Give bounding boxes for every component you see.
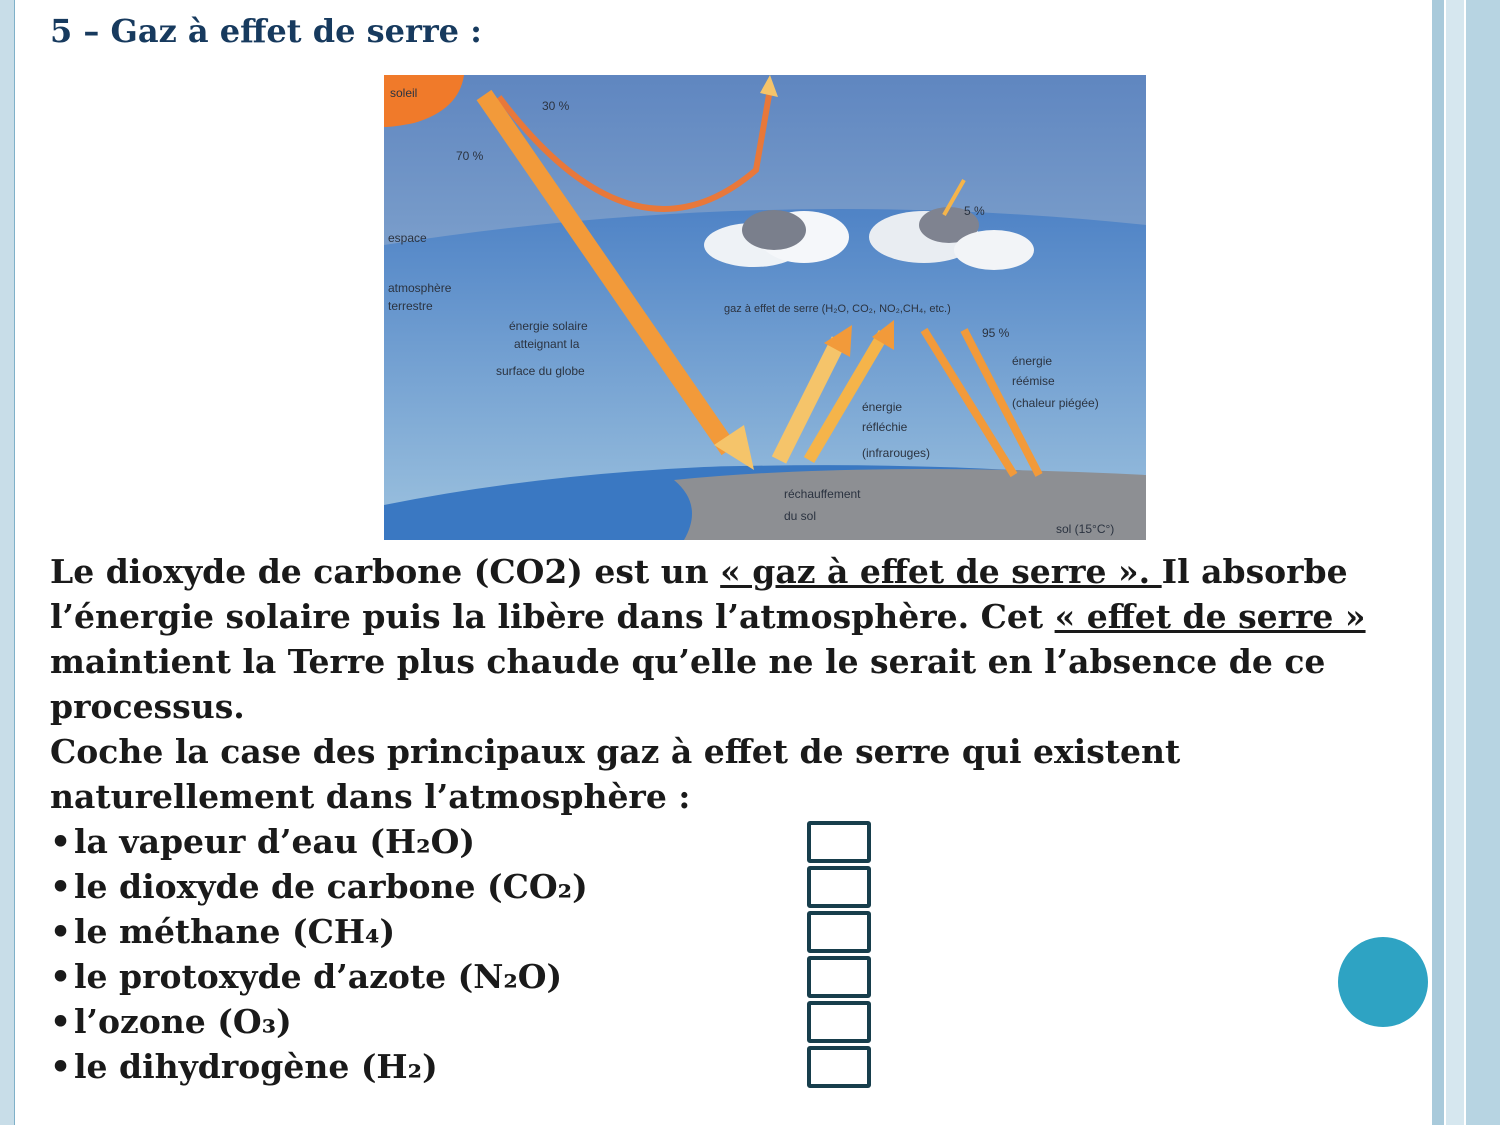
- instruction-text: Coche la case des principaux gaz à effet de serre qui existent naturellement dans l’atmosphère :: [50, 732, 1181, 816]
- paragraph-part-3: maintient la Terre plus chaude qu’elle ne le serait en l’absence de ce processus.: [50, 642, 1326, 726]
- term-greenhouse-gas: « gaz à effet de serre ».: [720, 552, 1162, 591]
- label-incoming: 70 %: [456, 149, 484, 163]
- checkbox-dihydrogen[interactable]: [807, 1046, 871, 1088]
- label-reflected-ir-3: (infrarouges): [862, 446, 931, 460]
- slide-right-border-outer: [1466, 0, 1500, 1125]
- checkbox-methane[interactable]: [807, 911, 871, 953]
- greenhouse-effect-diagram: [384, 75, 1146, 540]
- gas-label-water-vapour: la vapeur d’eau (H₂O): [74, 822, 475, 861]
- list-item: [50, 1044, 880, 1089]
- gas-checklist: [50, 819, 880, 1089]
- label-warming-2: du sol: [784, 509, 817, 523]
- checkbox-ozone[interactable]: [807, 1001, 871, 1043]
- label-solar-2: atteignant la: [514, 337, 580, 351]
- label-ground: sol (15°C°): [1056, 522, 1115, 536]
- paragraph-part-2: Il absorbe l’énergie solaire puis la libère dans l’atmosphère. Cet: [50, 552, 1348, 636]
- label-reflected-ir-1: énergie: [862, 400, 903, 414]
- label-atmosphere-1: atmosphère: [388, 281, 452, 295]
- slide-title: 5 – Gaz à effet de serre :: [50, 12, 482, 50]
- label-reflected: 30 %: [542, 99, 570, 113]
- label-escape: 5 %: [964, 204, 985, 218]
- term-greenhouse-effect: « effet de serre »: [1054, 597, 1366, 636]
- list-item: [50, 819, 880, 864]
- paragraph-part-1: Le dioxyde de carbone (CO2) est un: [50, 552, 721, 591]
- label-warming-1: réchauffement: [784, 487, 861, 501]
- label-reflected-ir-2: réfléchie: [862, 420, 908, 434]
- bullet: •: [50, 912, 72, 951]
- label-solar-1: énergie solaire: [509, 319, 588, 333]
- slide-right-border-inner: [1446, 0, 1464, 1125]
- bullet: •: [50, 957, 72, 996]
- list-item: [50, 864, 880, 909]
- label-atmosphere-2: terrestre: [388, 299, 433, 313]
- label-sun: soleil: [390, 86, 418, 100]
- gas-label-carbon-dioxide: le dioxyde de carbone (CO₂): [74, 867, 588, 906]
- checkbox-water-vapour[interactable]: [807, 821, 871, 863]
- slide-left-border: [0, 0, 15, 1125]
- gas-label-nitrous-oxide: le protoxyde d’azote (N₂O): [74, 957, 563, 996]
- checkbox-carbon-dioxide[interactable]: [807, 866, 871, 908]
- list-item: [50, 954, 880, 999]
- gas-label-methane: le méthane (CH₄): [74, 912, 396, 951]
- list-item: [50, 999, 880, 1044]
- gas-label-ozone: l’ozone (O₃): [74, 1002, 292, 1041]
- bullet: •: [50, 822, 72, 861]
- label-solar-3: surface du globe: [496, 364, 585, 378]
- label-retained: 95 %: [982, 326, 1010, 340]
- bullet: •: [50, 1047, 72, 1086]
- label-space: espace: [388, 231, 427, 245]
- explanation-paragraph: [50, 549, 1430, 819]
- list-item: [50, 909, 880, 954]
- slide-right-border: [1432, 0, 1444, 1125]
- bullet: •: [50, 867, 72, 906]
- label-reemitted-1: énergie: [1012, 354, 1053, 368]
- label-reemitted-2: réémise: [1012, 374, 1055, 388]
- bullet: •: [50, 1002, 72, 1041]
- label-gases: gaz à effet de serre (H₂O, CO₂, NO₂,CH₄, etc.): [724, 303, 951, 315]
- checkbox-nitrous-oxide[interactable]: [807, 956, 871, 998]
- gas-label-dihydrogen: le dihydrogène (H₂): [74, 1047, 438, 1086]
- label-reemitted-3: (chaleur piégée): [1012, 396, 1099, 410]
- decorative-circle: [1338, 937, 1428, 1027]
